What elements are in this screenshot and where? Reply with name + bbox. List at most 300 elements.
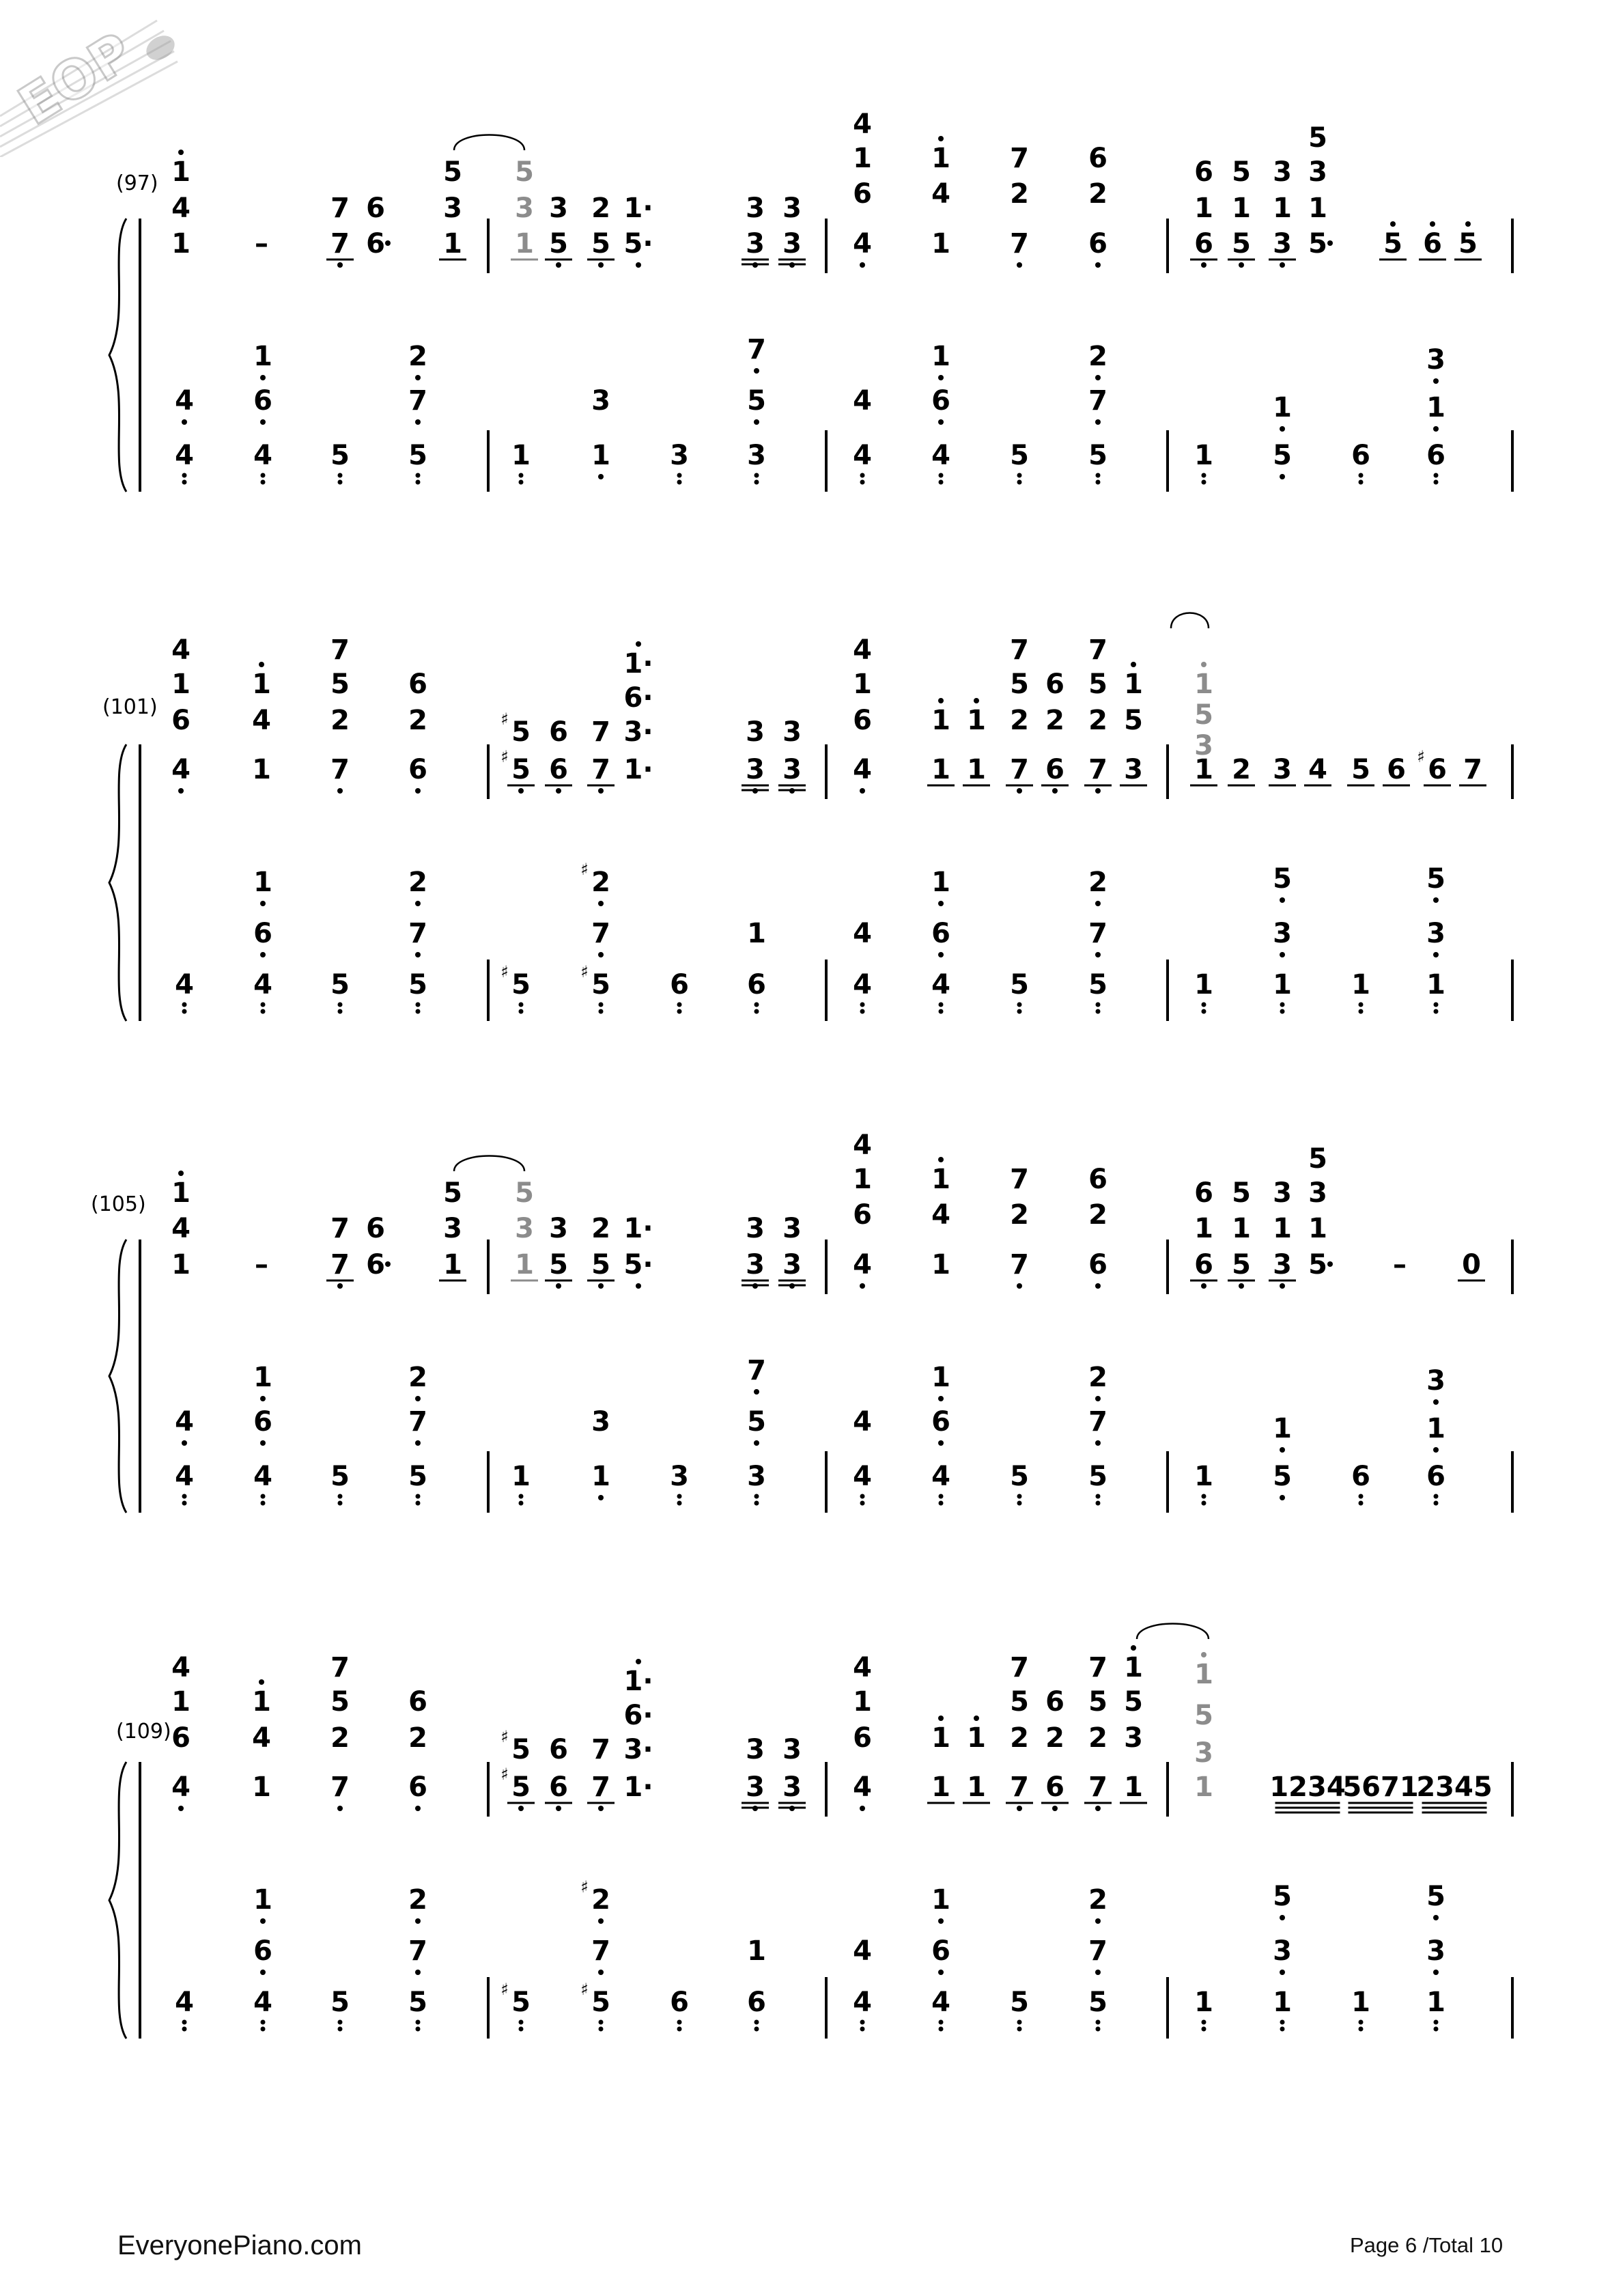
note-digit: 7 [1088,1652,1107,1683]
octave-dot-low [1096,1501,1101,1506]
note-digit: 4 [853,754,872,785]
note-bass [1426,1461,1445,1506]
note-digit: 3· [623,1734,653,1765]
note-digit: 1 [1194,1659,1213,1690]
note-digit: 1 [1308,1213,1327,1244]
note-treble [963,1772,990,1803]
note-bass [408,918,427,957]
note-digit: 6 [853,705,872,736]
note-digit: 6 [1088,1164,1107,1195]
octave-dot-low [938,1396,944,1401]
note-digit: 1 [591,1461,610,1492]
note-digit: 2345 [1416,1772,1493,1803]
note-treble [1190,754,1217,785]
note-bass [253,1935,272,1975]
note-treble [255,1249,268,1280]
note-treble [963,754,990,785]
note-digit: 6 [931,918,950,949]
note-digit: 6 [171,1722,190,1754]
note-bass [500,962,531,1014]
note-treble [1006,1772,1033,1811]
note-treble [1120,754,1147,785]
note-treble [1393,1249,1407,1280]
note-treble [1232,156,1251,188]
note-digit: 1 [853,1686,872,1718]
octave-dot-low [1017,473,1022,478]
note-digit: 4 [1308,754,1327,785]
note-digit: 1 [931,1362,950,1393]
note-treble [587,228,615,268]
note-digit: 1· [623,1213,653,1244]
note-treble [623,641,653,680]
octave-dot-low [860,788,865,794]
note-digit: 5 [511,716,531,748]
octave-dot-low [415,419,421,425]
note-treble [623,1700,653,1731]
note-treble [1308,193,1327,224]
note-treble [1454,221,1482,260]
octave-dot-low [677,1501,682,1506]
octave-dot-high [974,698,979,703]
note-bass [1426,1935,1445,1975]
note-treble [1273,1213,1292,1244]
note-digit: 4 [853,1249,872,1280]
octave-dot-low [1280,1915,1285,1920]
note-digit: 7 [330,228,350,260]
note-bass [747,440,766,485]
octave-dot-low [1017,1003,1022,1007]
octave-dot-low [519,2027,524,2032]
note-bass [747,1987,766,2032]
note-digit: 6 [1045,754,1064,785]
score-system [109,109,1512,492]
octave-dot-low [260,1970,266,1975]
octave-dot-low [598,901,604,906]
octave-dot-low [939,1009,944,1014]
octave-dot-high [1201,662,1206,667]
note-bass [1088,341,1107,380]
note-treble [1010,228,1029,268]
note-digit: 3 [670,1461,689,1492]
note-digit: 1 [1351,969,1370,1000]
octave-dot-low [416,473,421,478]
octave-dot-low [1095,788,1101,794]
octave-dot-low [338,2027,343,2032]
note-treble [1045,669,1064,700]
note-digit: 3 [782,1249,802,1280]
note-bass [1088,385,1107,425]
note-bass [408,440,427,485]
note-treble [1194,156,1213,188]
note-treble [171,193,190,224]
note-digit: 3 [747,1461,766,1492]
note-bass [747,1935,766,1967]
note-bass [175,1461,194,1506]
note-digit: 1 [1273,969,1292,1000]
octave-dot-high [938,1157,944,1162]
note-digit: 4 [171,1213,190,1244]
octave-dot-low [677,473,682,478]
note-digit: 3 [515,193,534,224]
note-bass [408,385,427,425]
note-digit: 5 [408,440,427,471]
octave-dot-low [556,262,561,268]
octave-dot-low [556,788,561,794]
note-digit: 1 [171,669,190,700]
note-bass [253,1461,272,1506]
note-treble [408,669,427,700]
note-digit: 3 [591,1406,610,1438]
note-digit: 6 [1045,1772,1064,1803]
octave-dot-low [860,1283,865,1289]
note-digit: 1 [931,1164,950,1195]
note-treble [782,1734,802,1765]
note-treble [1088,634,1107,666]
octave-dot-low [754,473,759,478]
octave-dot-low [260,419,266,425]
octave-dot-low [337,262,343,268]
note-digit: 4 [931,1987,950,2018]
note-treble [967,1716,986,1754]
octave-dot-low [1359,1501,1364,1506]
note-digit: 5 [330,1686,350,1718]
octave-dot-low [1017,2027,1022,2032]
note-treble [1088,669,1107,700]
note-bass [253,969,272,1014]
note-bass [931,1987,950,2032]
octave-dot-low [939,2020,944,2025]
octave-dot-low [1201,1283,1206,1289]
note-treble [545,1249,572,1289]
octave-dot-low [416,1003,421,1007]
note-digit: 6 [1423,228,1442,260]
note-digit: 5 [1194,699,1213,731]
octave-dot-low [1434,473,1439,478]
note-bass [670,1987,689,2032]
note-digit: 5 [1088,1461,1107,1492]
note-digit: 1· [623,754,653,785]
note-digit: 4 [175,1461,194,1492]
note-treble [1120,1772,1147,1803]
note-bass [591,1461,610,1500]
note-digit: 1 [253,1884,272,1916]
note-digit: 6 [1088,228,1107,260]
note-digit: 5 [1273,863,1292,895]
note-digit: 5 [1308,228,1327,260]
note-treble [171,634,190,666]
note-digit: 0 [1462,1249,1481,1280]
note-treble [746,1734,765,1765]
note-digit: 3 [746,1249,765,1280]
note-treble [515,156,534,188]
note-digit: 4 [171,1772,190,1803]
octave-dot-low [416,1494,421,1499]
octave-dot-low [415,1970,421,1975]
note-digit: 4 [853,385,872,417]
footer-site-name[interactable]: EveryonePiano.com [117,2230,362,2260]
note-digit: 6 [253,385,272,417]
note-digit: 7 [408,1406,427,1438]
octave-dot-low [1095,952,1101,957]
note-digit: 4 [171,754,190,785]
note-digit: 1 [1308,193,1327,224]
note-digit: 5· [623,228,653,260]
note-bass [1351,969,1370,1014]
octave-dot-low [1434,480,1439,485]
note-digit: 7 [1088,634,1107,666]
note-digit: 6 [408,669,427,700]
note-treble [1010,669,1029,700]
note-digit: 6 [931,1406,950,1438]
octave-dot-low [1280,897,1285,903]
octave-dot-low [261,1501,266,1506]
note-digit: 5 [591,969,610,1000]
note-digit: 5 [443,1177,462,1209]
octave-dot-low [1359,2020,1364,2025]
note-treble [967,698,986,736]
note-bass [1273,1881,1292,1920]
note-digit: 1 [1124,669,1143,700]
note-digit: 5 [1010,969,1029,1000]
octave-dot-low [338,1494,343,1499]
octave-dot-low [1052,788,1058,794]
note-treble [1194,1737,1213,1769]
note-treble [1045,705,1064,736]
note-digit: 4 [931,969,950,1000]
note-treble [1458,1249,1485,1280]
note-digit: 7 [1463,754,1482,785]
note-treble [1010,1199,1029,1231]
note-digit: 1 [1124,1772,1143,1803]
note-digit: 2 [408,705,427,736]
note-digit: 3 [782,1772,802,1803]
octave-dot-low [1095,1970,1101,1975]
note-treble [171,754,190,794]
staff-brace [109,1762,126,2039]
note-digit: 6 [366,1249,385,1280]
staff-brace [109,219,126,492]
note-bass [747,1461,766,1506]
note-digit: 2 [1088,1199,1107,1231]
note-digit: 7 [591,1772,610,1803]
note-digit: 5 [1232,156,1251,188]
note-treble [500,1727,531,1765]
note-digit: 1 [1426,1987,1445,2018]
octave-dot-low [598,1970,604,1975]
note-treble [853,109,872,140]
octave-dot-low [1434,1009,1439,1014]
note-treble [1342,1772,1418,1812]
note-treble [408,705,427,736]
note-bass [931,385,950,425]
note-treble [1124,1645,1143,1683]
octave-dot-low [754,1003,759,1007]
note-digit: 7 [330,1213,350,1244]
note-bass [591,440,610,479]
octave-dot-low [519,1009,524,1014]
note-digit: 1 [853,1164,872,1195]
note-digit: 5 [1010,1987,1029,2018]
note-bass [1194,440,1213,485]
octave-dot-low [1201,262,1206,268]
note-digit: 1 [443,1249,462,1280]
note-digit: 2 [591,1213,610,1244]
octave-dot-low [556,1806,561,1811]
octave-dot-low [182,1009,187,1014]
note-digit: 6 [366,1213,385,1244]
note-digit: 4 [853,1406,872,1438]
note-digit: 3 [443,193,462,224]
note-digit: 6 [408,1686,427,1718]
note-digit: 4 [171,1652,190,1683]
octave-dot-low [599,1009,604,1014]
octave-dot-low [1433,1970,1439,1975]
note-bass [408,1987,427,2032]
octave-dot-low [1017,1501,1022,1506]
note-treble [1124,1722,1143,1754]
note-treble [1308,1143,1327,1175]
note-digit: 1 [1194,1461,1213,1492]
note-treble [931,1157,950,1195]
note-treble [330,705,350,736]
note-treble [171,150,190,188]
octave-dot-low [338,1003,343,1007]
note-digit: 1 [967,1772,986,1803]
octave-dot-low [598,788,604,794]
note-digit: 4 [931,1461,950,1492]
note-treble [778,754,806,794]
note-bass [408,341,427,380]
note-bass [853,1987,872,2032]
note-digit: 3 [1273,1249,1292,1280]
note-digit: 5 [1010,1461,1029,1492]
note-bass [931,867,950,906]
note-digit: 1 [1426,969,1445,1000]
note-digit: 3 [782,1734,802,1765]
note-digit: 5671 [1342,1772,1419,1803]
note-bass [1426,392,1445,432]
octave-dot-low [1280,2020,1285,2025]
note-treble [366,1213,385,1244]
note-digit: 6 [366,193,385,224]
note-digit: 5 [1010,1686,1029,1718]
octave-dot-high [636,1659,641,1664]
octave-dot-low [1359,1009,1364,1014]
octave-dot-low [415,375,421,380]
note-digit: 4 [853,1987,872,2018]
note-treble [1308,228,1333,260]
note-treble [1308,1249,1333,1280]
note-digit: 5 [408,969,427,1000]
note-treble [252,662,271,700]
octave-dot-low [182,1003,187,1007]
note-bass [1273,918,1292,957]
note-bass [511,1461,531,1506]
note-bass [747,1406,766,1446]
note-digit: 3 [746,228,765,260]
octave-dot-low [599,2020,604,2025]
octave-dot-low [1239,262,1244,268]
note-bass [591,918,610,957]
note-digit: 2 [408,341,427,372]
note-digit: 5 [1273,1881,1292,1912]
note-digit: 1 [931,228,950,260]
sharp-sign: ♯ [500,962,509,981]
note-bass [175,1406,194,1446]
note-bass [580,1877,610,1924]
octave-dot-high [938,136,944,141]
note-treble [1304,754,1331,785]
octave-dot-low [1434,2020,1439,2025]
note-digit: 1 [1426,392,1445,423]
note-digit: 2 [1088,1362,1107,1393]
note-treble [1269,754,1296,785]
note-treble [408,1772,427,1811]
note-treble [443,156,462,188]
note-bass [1010,969,1029,1014]
note-digit: 6 [1351,440,1370,471]
note-digit: 1 [252,669,271,700]
note-bass [591,1935,610,1975]
note-digit: 6 [1088,1249,1107,1280]
note-digit: 1 [253,867,272,898]
octave-dot-high [938,698,944,703]
note-digit: 3 [443,1213,462,1244]
note-bass [253,1362,272,1401]
note-bass [931,1406,950,1446]
note-treble [1308,156,1327,188]
note-digit: 2 [1045,1722,1064,1754]
octave-dot-low [337,788,343,794]
note-treble [171,1722,190,1754]
octave-dot-low [519,1494,524,1499]
note-digit: 1 [511,1461,531,1492]
note-digit: 3 [1124,1722,1143,1754]
note-treble [1088,1164,1107,1195]
note-digit: 5· [623,1249,653,1280]
note-digit: 1 [1273,392,1292,423]
note-treble [500,1765,535,1811]
note-treble [931,698,950,736]
octave-dot-low [1096,2027,1101,2032]
sharp-sign: ♯ [500,1727,509,1746]
note-digit: 6 [931,385,950,417]
note-digit: – [1393,1249,1407,1280]
note-bass [853,440,872,485]
octave-dot-low [938,1440,944,1446]
note-digit: 5 [511,969,531,1000]
note-digit: 7 [1010,1249,1029,1280]
note-digit: 5 [1010,440,1029,471]
note-treble [1232,193,1251,224]
octave-dot-low [1202,473,1206,478]
octave-dot-low [598,1806,604,1811]
note-digit: 1 [931,1772,950,1803]
note-digit: 1 [931,705,950,736]
note-treble [1010,1652,1029,1683]
octave-dot-low [754,1009,759,1014]
note-treble [1088,1249,1107,1289]
note-bass [330,969,350,1014]
octave-dot-low [939,1494,944,1499]
note-bass [1273,863,1292,903]
note-digit: 4 [853,918,872,949]
octave-dot-high [1201,1652,1206,1657]
note-digit: 1 [511,440,531,471]
note-digit: 5 [1308,1143,1327,1175]
note-digit: 5 [408,1987,427,2018]
note-digit: 5 [515,1177,534,1209]
